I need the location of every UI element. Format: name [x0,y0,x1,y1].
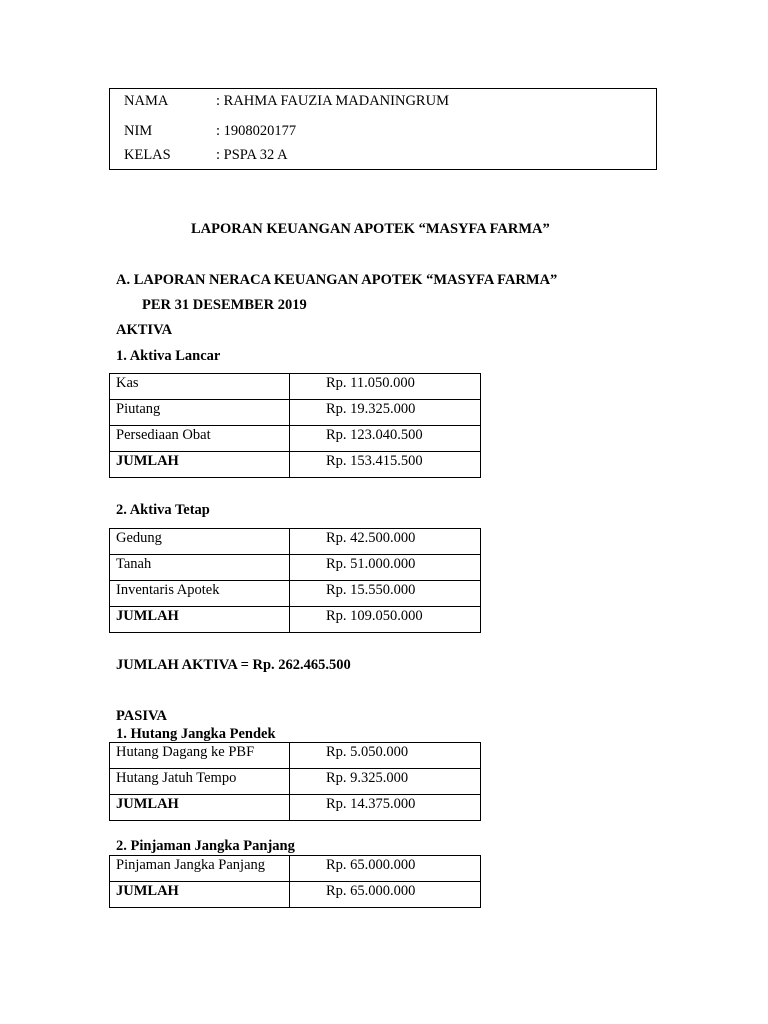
aktiva-lancar-table [109,373,481,478]
amount-cell: Rp. 65.000.000 [290,856,481,882]
total-row [110,607,481,633]
amount-cell: Rp. 9.325.000 [290,769,481,795]
table-row [110,426,481,452]
total-label-cell: JUMLAH [110,607,290,633]
total-row [110,452,481,478]
identity-label: KELAS [124,147,171,163]
identity-value: : 1908020177 [216,123,297,139]
amount-cell: Rp. 123.040.500 [290,426,481,452]
item-cell: Tanah [110,555,290,581]
item-cell: Hutang Jatuh Tempo [110,769,290,795]
table-row [110,529,481,555]
item-cell: Kas [110,374,290,400]
amount-cell: Rp. 42.500.000 [290,529,481,555]
table-row [110,743,481,769]
identity-value: : PSPA 32 A [216,147,288,163]
report-title: LAPORAN KEUANGAN APOTEK “MASYFA FARMA” [191,221,550,237]
total-amount-cell: Rp. 153.415.500 [290,452,481,478]
hutang-pendek-table [109,742,481,821]
identity-label: NAMA [124,93,169,109]
aktiva-tetap-table [109,528,481,633]
item-cell: Gedung [110,529,290,555]
total-amount-cell: Rp. 65.000.000 [290,882,481,908]
pinjaman-panjang-heading: 2. Pinjaman Jangka Panjang [116,838,295,854]
amount-cell: Rp. 15.550.000 [290,581,481,607]
item-cell: Pinjaman Jangka Panjang [110,856,290,882]
amount-cell: Rp. 19.325.000 [290,400,481,426]
item-cell: Piutang [110,400,290,426]
item-cell: Inventaris Apotek [110,581,290,607]
total-amount-cell: Rp. 109.050.000 [290,607,481,633]
item-cell: Persediaan Obat [110,426,290,452]
pinjaman-panjang-table [109,855,481,908]
identity-value: : RAHMA FAUZIA MADANINGRUM [216,93,449,109]
table-row [110,856,481,882]
total-label-cell: JUMLAH [110,795,290,821]
total-row [110,882,481,908]
total-label-cell: JUMLAH [110,452,290,478]
aktiva-heading: AKTIVA [116,322,173,338]
total-label-cell: JUMLAH [110,882,290,908]
section-a-period: PER 31 DESEMBER 2019 [142,297,307,313]
identity-box [109,88,657,170]
amount-cell: Rp. 51.000.000 [290,555,481,581]
table-row [110,374,481,400]
identity-label: NIM [124,123,153,139]
aktiva-total: JUMLAH AKTIVA = Rp. 262.465.500 [116,657,351,673]
table-row [110,769,481,795]
section-a-title: A. LAPORAN NERACA KEUANGAN APOTEK “MASYFA FARMA” [116,272,558,288]
table-row [110,581,481,607]
aktiva-lancar-heading: 1. Aktiva Lancar [116,348,221,364]
pasiva-heading: PASIVA [116,708,168,724]
table-row [110,555,481,581]
aktiva-tetap-heading: 2. Aktiva Tetap [116,502,210,518]
amount-cell: Rp. 5.050.000 [290,743,481,769]
table-row [110,400,481,426]
hutang-pendek-heading: 1. Hutang Jangka Pendek [116,726,276,742]
amount-cell: Rp. 11.050.000 [290,374,481,400]
total-amount-cell: Rp. 14.375.000 [290,795,481,821]
item-cell: Hutang Dagang ke PBF [110,743,290,769]
total-row [110,795,481,821]
